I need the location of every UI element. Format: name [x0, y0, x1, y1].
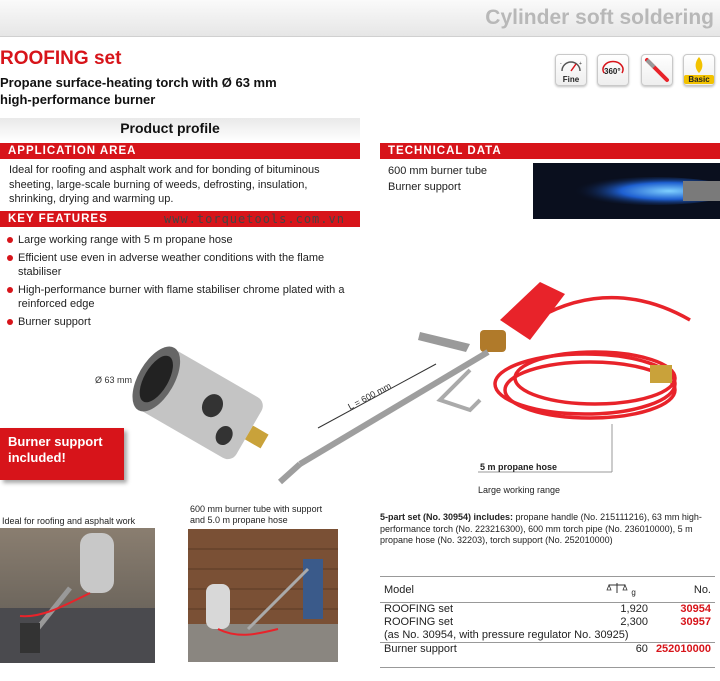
row-number: 252010000 — [655, 643, 711, 655]
svg-text:+: + — [579, 61, 582, 67]
flame-icon: Basic — [683, 54, 715, 86]
table-row — [380, 602, 715, 616]
table-row — [380, 629, 715, 643]
svg-text:5 m propane hose: 5 m propane hose — [480, 462, 558, 472]
table-bottom-rule — [380, 667, 715, 668]
rotation-360-icon — [597, 54, 629, 86]
watermark: www.torquetools.com.vn — [164, 212, 345, 226]
burner-photo — [188, 529, 338, 662]
row-weight: 60 — [635, 643, 648, 655]
application-area-text: Ideal for roofing and asphalt work and for bonding of bituminous sheeting, large-scale burning of weeds, defrosting, insulation, shrinking, drying and warming up. — [9, 164, 320, 205]
row-model: ROOFING set — [384, 603, 454, 615]
product-subtitle: Propane surface-heating torch with Ø 63 mm high-performance burner — [0, 75, 277, 107]
technical-data-heading: TECHNICAL DATA — [380, 143, 720, 159]
col-no-header: No. — [693, 583, 711, 596]
flame-setting-icon: - + Fine — [555, 54, 587, 86]
row-model: (as No. 30954, with pressure regulator No. 30925) — [384, 629, 629, 641]
row-weight: 2,300 — [620, 616, 648, 628]
banner-line: included! — [8, 450, 66, 465]
row-number: 30957 — [680, 616, 711, 628]
section-title: Cylinder soft soldering — [485, 6, 714, 29]
svg-text:L = 600 mm: L = 600 mm — [346, 380, 393, 412]
product-title: ROOFING set — [0, 48, 122, 69]
svg-text:Large working range: Large working range — [478, 485, 561, 495]
flame-photo — [533, 163, 720, 219]
set-contents — [380, 512, 715, 547]
photo-caption-right: 600 mm burner tube with support — [190, 504, 323, 514]
product-profile-title: Product profile — [120, 120, 220, 136]
table-top-rule — [380, 576, 715, 577]
key-features-heading: KEY FEATURES — [0, 211, 360, 227]
col-model-header: Model — [384, 583, 414, 596]
burner-support-banner — [0, 428, 124, 480]
technical-line: Burner support — [388, 181, 461, 193]
weight-icon: g — [590, 578, 652, 602]
feature-item: Efficient use even in adverse weather conditions with the flame stabiliser — [0, 251, 345, 280]
set-contents-text: propane handle (No. 215111216), 63 mm high-performance torch (No. 223216300), 600 mm torch pipe (No. 236010000), 5 m propane hose (No. 32203), torch support (No. 252010000) — [380, 512, 702, 545]
photo-caption-right: and 5.0 m propane hose — [190, 515, 288, 525]
row-weight: 1,920 — [620, 603, 648, 615]
row-number: 30954 — [680, 603, 711, 615]
hose-connector-icon — [641, 54, 673, 86]
technical-line: 600 mm burner tube — [388, 165, 488, 177]
photo-caption-left: Ideal for roofing and asphalt work — [2, 516, 136, 526]
svg-text:360°: 360° — [604, 67, 621, 76]
table-row — [380, 616, 715, 629]
table-header-row — [380, 578, 715, 602]
feature-item: Large working range with 5 m propane hose — [0, 233, 345, 248]
row-model: Burner support — [384, 643, 457, 655]
banner-line: Burner support — [8, 434, 103, 449]
table-row — [380, 642, 715, 656]
svg-text:Ø 63 mm: Ø 63 mm — [95, 375, 133, 385]
model-table — [380, 578, 715, 656]
application-area-heading: APPLICATION AREA — [0, 143, 360, 159]
set-contents-label: 5-part set (No. 30954) includes: — [380, 512, 514, 522]
feature-item: High-performance burner with flame stabiliser chrome plated with a reinforced edge — [0, 283, 345, 312]
roofing-photo — [0, 528, 155, 663]
row-model: ROOFING set — [384, 616, 454, 628]
feature-item: Burner support — [0, 315, 345, 330]
svg-text:-: - — [560, 61, 562, 67]
